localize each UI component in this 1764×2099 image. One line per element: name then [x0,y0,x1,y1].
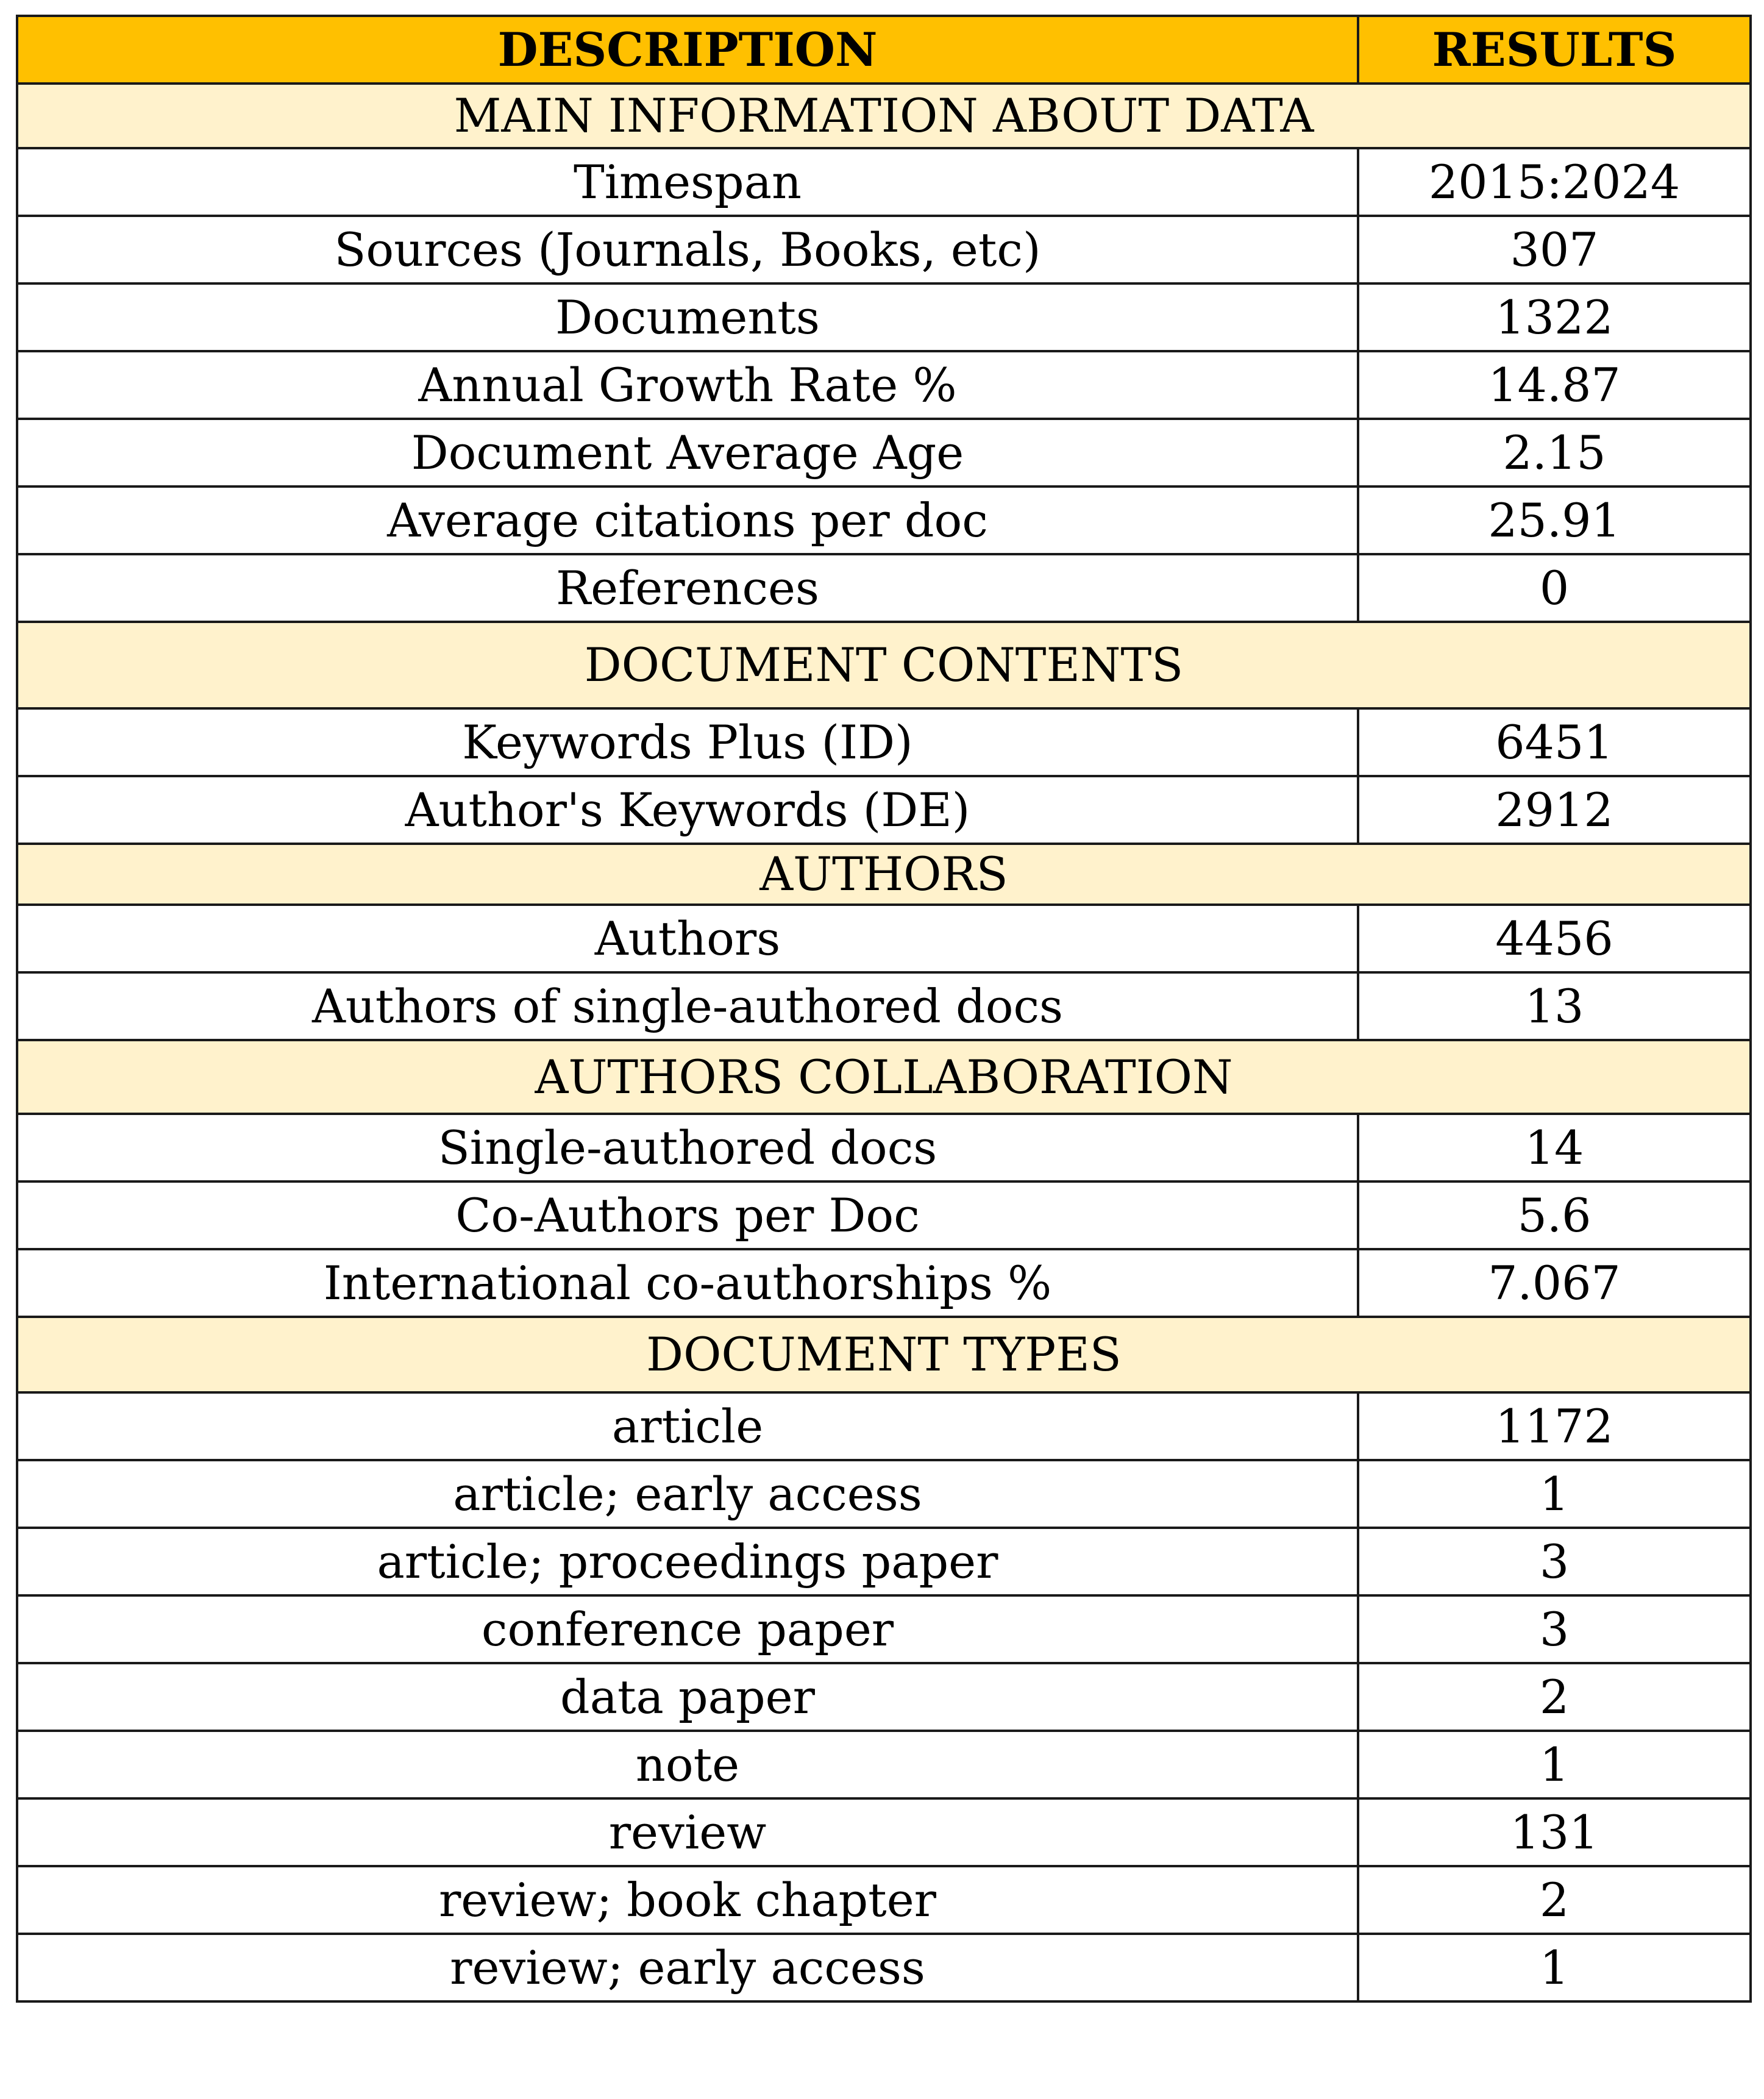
section-title: MAIN INFORMATION ABOUT DATA [17,84,1751,148]
table-row [17,905,1751,972]
result-cell: 1 [1358,1460,1751,1528]
description-column-header: DESCRIPTION [17,16,1358,84]
table-row [17,1460,1751,1528]
section-title: DOCUMENT CONTENTS [17,622,1751,708]
result-cell: 4456 [1358,905,1751,972]
table-row [17,776,1751,844]
result-cell: 2912 [1358,776,1751,844]
results-column-header: RESULTS [1358,16,1751,84]
table-row [17,283,1751,351]
description-cell: Average citations per doc [17,486,1358,554]
result-cell: 1 [1358,1934,1751,2001]
table-row [17,1798,1751,1866]
section-header-row [17,1317,1751,1392]
table-row [17,1934,1751,2001]
description-cell: Documents [17,283,1358,351]
result-cell: 131 [1358,1798,1751,1866]
description-cell: review; early access [17,1934,1358,2001]
description-cell: References [17,554,1358,622]
result-cell: 14.87 [1358,351,1751,419]
result-cell: 7.067 [1358,1249,1751,1317]
description-cell: Author's Keywords (DE) [17,776,1358,844]
result-cell: 0 [1358,554,1751,622]
description-cell: Timespan [17,148,1358,216]
result-cell: 25.91 [1358,486,1751,554]
description-cell: Co-Authors per Doc [17,1181,1358,1249]
table-row [17,1249,1751,1317]
result-cell: 3 [1358,1595,1751,1663]
result-cell: 1 [1358,1731,1751,1798]
section-title: AUTHORS COLLABORATION [17,1040,1751,1114]
description-cell: Single-authored docs [17,1114,1358,1181]
table-row [17,216,1751,283]
section-title: DOCUMENT TYPES [17,1317,1751,1392]
table-row [17,1731,1751,1798]
description-cell: Authors of single-authored docs [17,972,1358,1040]
result-cell: 1322 [1358,283,1751,351]
description-cell: article; proceedings paper [17,1528,1358,1595]
table-row [17,554,1751,622]
table-row [17,972,1751,1040]
description-cell: review [17,1798,1358,1866]
result-cell: 13 [1358,972,1751,1040]
table-row [17,1181,1751,1249]
result-cell: 5.6 [1358,1181,1751,1249]
result-cell: 2 [1358,1663,1751,1731]
description-cell: Sources (Journals, Books, etc) [17,216,1358,283]
description-cell: article; early access [17,1460,1358,1528]
description-cell: article [17,1392,1358,1460]
table-row [17,1528,1751,1595]
table-row [17,148,1751,216]
table-row [17,351,1751,419]
table-row [17,486,1751,554]
table-row [17,708,1751,776]
table-row [17,1595,1751,1663]
description-cell: note [17,1731,1358,1798]
result-cell: 2.15 [1358,419,1751,486]
section-title: AUTHORS [17,844,1751,905]
result-cell: 14 [1358,1114,1751,1181]
result-cell: 2 [1358,1866,1751,1934]
section-header-row [17,844,1751,905]
description-cell: Document Average Age [17,419,1358,486]
section-header-row [17,1040,1751,1114]
table-header-row [17,16,1751,84]
result-cell: 3 [1358,1528,1751,1595]
description-cell: data paper [17,1663,1358,1731]
description-cell: International co-authorships % [17,1249,1358,1317]
results-table [16,15,1752,2003]
table-row [17,1866,1751,1934]
description-cell: conference paper [17,1595,1358,1663]
result-cell: 307 [1358,216,1751,283]
section-header-row [17,84,1751,148]
table-row [17,1392,1751,1460]
description-cell: Authors [17,905,1358,972]
result-cell: 2015:2024 [1358,148,1751,216]
table-row [17,1114,1751,1181]
table-row [17,1663,1751,1731]
table-body [17,84,1751,2001]
section-header-row [17,622,1751,708]
description-cell: Keywords Plus (ID) [17,708,1358,776]
description-cell: review; book chapter [17,1866,1358,1934]
description-cell: Annual Growth Rate % [17,351,1358,419]
table-row [17,419,1751,486]
result-cell: 6451 [1358,708,1751,776]
result-cell: 1172 [1358,1392,1751,1460]
